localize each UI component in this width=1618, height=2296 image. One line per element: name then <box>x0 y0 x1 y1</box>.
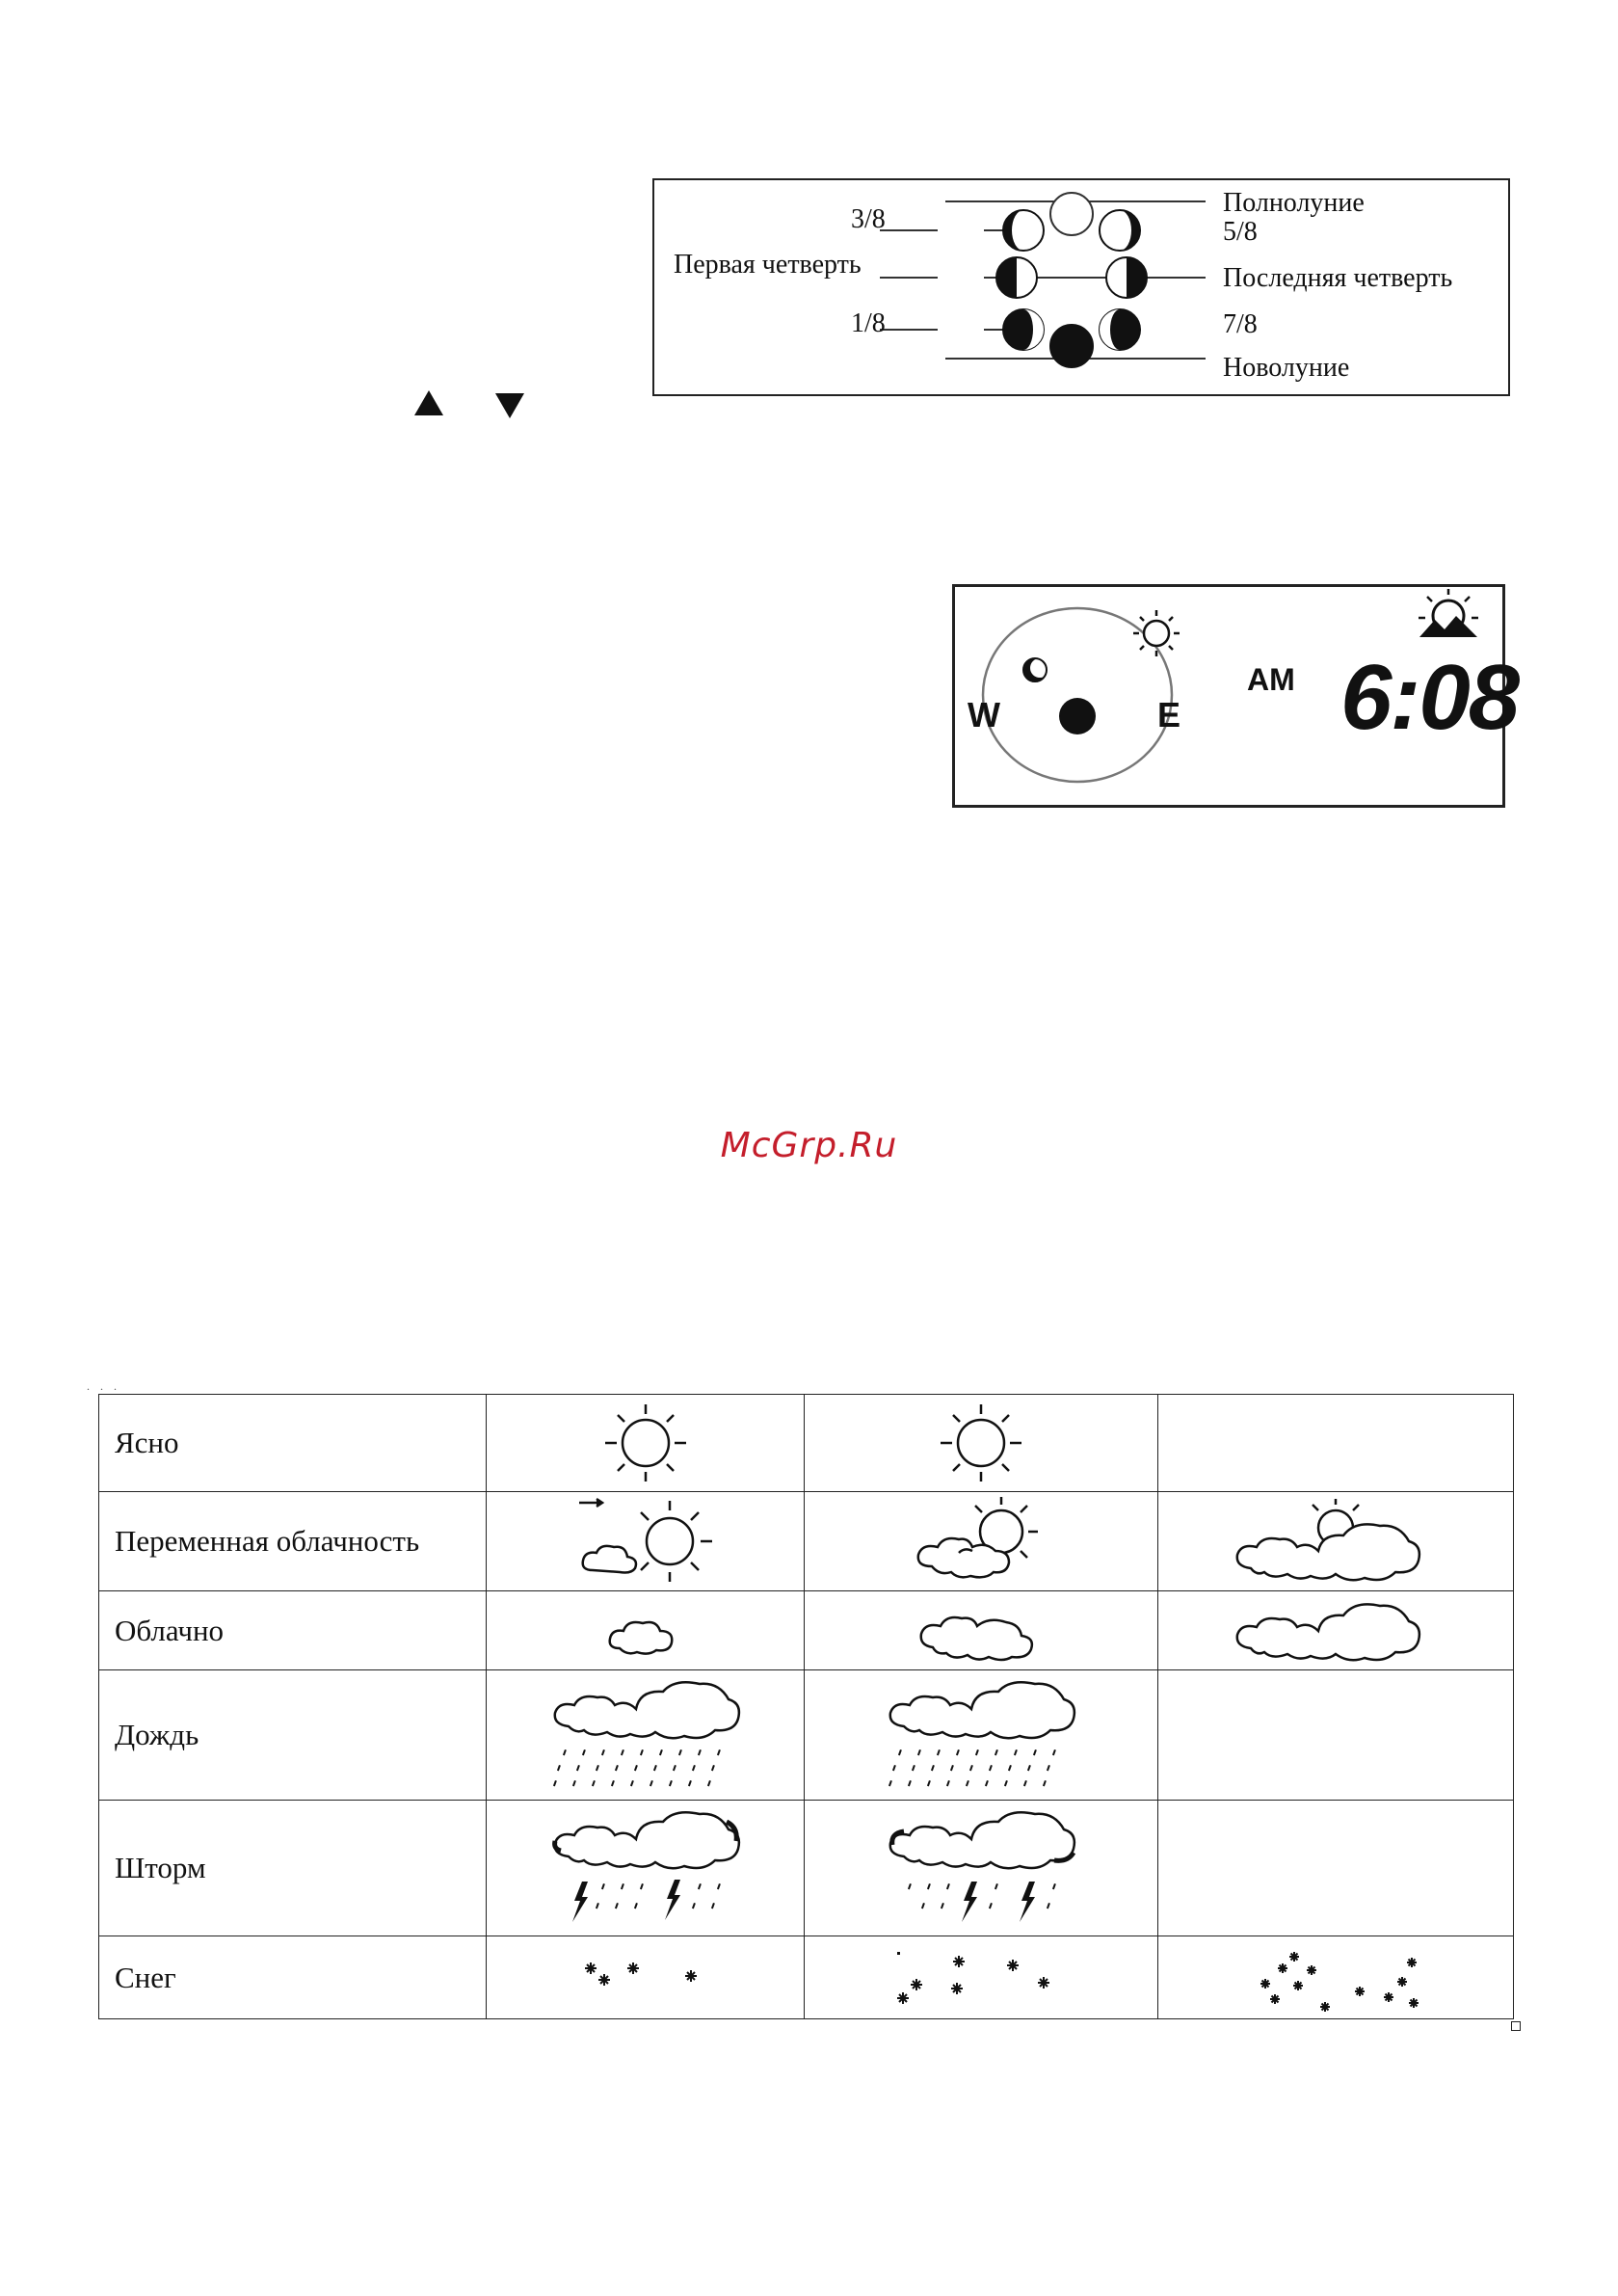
table-row <box>99 1395 1514 1492</box>
full-moon-label: Полнолуние <box>1223 188 1365 218</box>
sunrise-icon <box>1419 589 1478 637</box>
moon-3-8-label: 3/8 <box>851 204 886 234</box>
condition-label: Облачно <box>99 1591 487 1670</box>
snow-icon-cell <box>805 1936 1158 2019</box>
condition-label: Шторм <box>99 1801 487 1936</box>
new-moon-icon <box>1050 325 1093 367</box>
moon-5-8-label: 5/8 <box>1223 217 1258 247</box>
down-arrow-icon <box>495 393 524 418</box>
storm-icon-cell <box>805 1801 1158 1936</box>
sunny-icon-cell <box>487 1395 805 1492</box>
new-moon-label: Новолуние <box>1223 353 1350 383</box>
up-arrow-icon <box>414 390 443 415</box>
empty-cell <box>1158 1801 1514 1936</box>
table-resize-handle <box>1511 2021 1521 2031</box>
first-quarter-label: Первая четверть <box>674 250 862 280</box>
snow-icon <box>573 1949 718 2007</box>
cloudy-icon <box>1230 1594 1442 1668</box>
cloudy-icon-cell <box>1158 1591 1514 1670</box>
empty-cell <box>1158 1670 1514 1801</box>
condition-label: Ясно <box>99 1395 487 1492</box>
table-row <box>99 1492 1514 1591</box>
rain-icon-cell <box>805 1670 1158 1801</box>
page-fragment-mark: . . . <box>87 1379 120 1393</box>
am-label: AM <box>1247 662 1295 697</box>
rain-icon <box>885 1676 1077 1794</box>
rain-icon <box>549 1676 742 1794</box>
small-moon-icon <box>1023 658 1049 681</box>
storm-icon-cell <box>487 1801 805 1936</box>
partly-cloudy-icon <box>909 1495 1053 1588</box>
last-quarter-label: Последняя четверть <box>1223 263 1453 293</box>
raindrops <box>595 1883 720 1909</box>
raindrops <box>908 1883 1056 1909</box>
moon-1-8-label: 1/8 <box>851 308 886 338</box>
raindrops <box>552 1749 720 1786</box>
empty-cell <box>1158 1395 1514 1492</box>
sunny-icon <box>597 1400 694 1486</box>
snowflake-icon <box>897 1956 1049 2004</box>
snowflake-icon <box>585 1962 697 1986</box>
storm-icon <box>549 1806 742 1930</box>
snow-icon-cell <box>1158 1936 1514 2019</box>
snow-icon <box>889 1944 1073 2012</box>
partly-cloudy-icon <box>573 1495 718 1588</box>
cloudy-icon <box>602 1602 689 1660</box>
table-row <box>99 1670 1514 1801</box>
lightning-bolt-icon <box>962 1882 1035 1922</box>
snow-icon-cell <box>487 1936 805 2019</box>
moon-3-8-icon <box>1003 210 1044 251</box>
full-moon-icon <box>1050 193 1093 235</box>
moon-1-8-icon <box>1003 309 1044 350</box>
moon-7-8-label: 7/8 <box>1223 309 1258 339</box>
sunny-icon-cell <box>805 1395 1158 1492</box>
watermark: McGrp.Ru <box>720 1126 898 1165</box>
table-row <box>99 1801 1514 1936</box>
weather-icon-table <box>98 1394 1514 2019</box>
earth-dot-icon <box>1059 698 1096 734</box>
condition-label: Снег <box>99 1936 487 2019</box>
table-row <box>99 1936 1514 2019</box>
moon-7-8-icon <box>1100 309 1140 350</box>
lightning-bolt-icon <box>572 1880 680 1922</box>
raindrops <box>889 1749 1056 1786</box>
partly-cloudy-icon-cell <box>805 1492 1158 1591</box>
rain-icon-cell <box>487 1670 805 1801</box>
table-row <box>99 1591 1514 1670</box>
snowflake-icon <box>1260 1952 1419 2012</box>
west-label: W <box>968 695 1000 734</box>
snow-icon <box>1244 1941 1427 2015</box>
cloudy-icon-cell <box>487 1591 805 1670</box>
cloudy-icon-cell <box>805 1591 1158 1670</box>
last-quarter-moon-icon <box>1106 257 1147 298</box>
time-display: 6:08 <box>1340 646 1519 749</box>
cloudy-icon <box>914 1599 1048 1663</box>
partly-cloudy-icon-cell <box>1158 1492 1514 1591</box>
partly-cloudy-icon <box>1230 1495 1442 1588</box>
first-quarter-moon-icon <box>996 257 1037 298</box>
partly-cloudy-icon-cell <box>487 1492 805 1591</box>
condition-label: Дождь <box>99 1670 487 1801</box>
storm-icon <box>885 1806 1077 1930</box>
east-label: E <box>1157 695 1181 734</box>
sunny-icon <box>933 1400 1029 1486</box>
moon-5-8-icon <box>1100 210 1140 251</box>
moon-phase-diagram <box>652 178 1510 396</box>
lcd-display <box>952 584 1519 808</box>
condition-label: Переменная облачность <box>99 1492 487 1591</box>
